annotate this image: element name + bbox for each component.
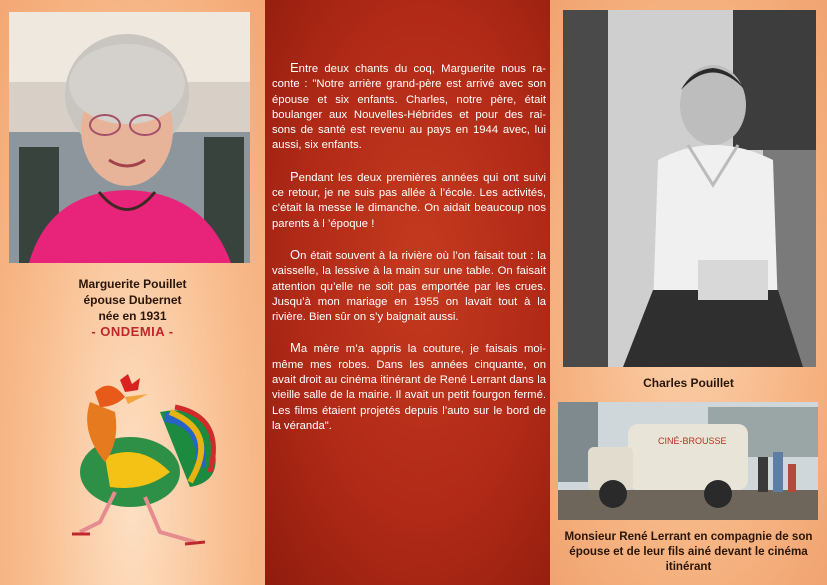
caption-name: Marguerite Pouillet — [78, 277, 187, 291]
charles-pouillet-photo — [563, 10, 816, 367]
paragraph-body: a mère m’a appris la couture, je faisais moi-même mes robes. Dans les années cinquante, on avait droit au cinéma itinérant de René Lerrant dans la vieille salle de la mairie. Il avait un petit fourgon fermé. Les films étaient projetés depuis l’auto sur le bord de la véranda". — [272, 343, 546, 432]
story-paragraph — [272, 340, 546, 434]
caption-married-name: épouse Dubernet — [83, 293, 182, 307]
story-text — [272, 60, 546, 449]
rooster-icon — [20, 372, 230, 552]
charles-photo-illustration — [563, 10, 816, 367]
story-paragraph — [272, 169, 546, 232]
truck-caption: Monsieur René Lerrant en compagnie de son épouse et de leur fils ainé devant le cinéma itinérant — [564, 530, 813, 573]
portrait-caption — [0, 276, 265, 340]
truck-lettering: CINÉ-BROUSSE — [658, 436, 727, 446]
paragraph-body: ntre deux chants du coq, Marguerite nous ra-conte : "Notre arrière grand-père est arrivé avec son épouse et six enfants. Charles, notre père, était boulanger aux Nouvelles-Hébrides et pour des rai-sons de santé est revenu au pays en 1944 avec, lui aussi, six enfants. — [272, 63, 546, 152]
marguerite-portrait-photo — [9, 12, 250, 263]
story-paragraph — [272, 247, 546, 325]
charles-caption: Charles Pouillet — [643, 376, 734, 390]
paragraph-initial: M — [290, 340, 301, 356]
portrait-illustration — [9, 12, 250, 263]
paragraph-body: endant les deux premières années qui ont suivi ce retour, je ne suis pas allée à l’école. Les activités, c’était la messe le dimanche. On aidait beaucoup nos parents à l ’époque ! — [272, 171, 546, 230]
cinema-truck-photo — [558, 402, 818, 520]
caption-birth-year: née en 1931 — [98, 309, 167, 323]
paragraph-initial: E — [290, 60, 299, 75]
paragraph-body: n était souvent à la rivière où l’on faisait tout : la vaisselle, la lessive à la main sur une table. On faisait attention qu’elle ne soit pas emportée par les crues. Jusqu’à mon mariage en 1955 on lavait tout à la rivière. Bien sûr on s’y baignait aussi. — [272, 249, 546, 324]
paragraph-initial: O — [290, 246, 301, 262]
story-paragraph — [272, 60, 546, 154]
caption-place: - ONDEMIA - — [91, 324, 174, 339]
paragraph-initial: P — [290, 168, 299, 184]
truck-photo-illustration — [558, 402, 818, 520]
